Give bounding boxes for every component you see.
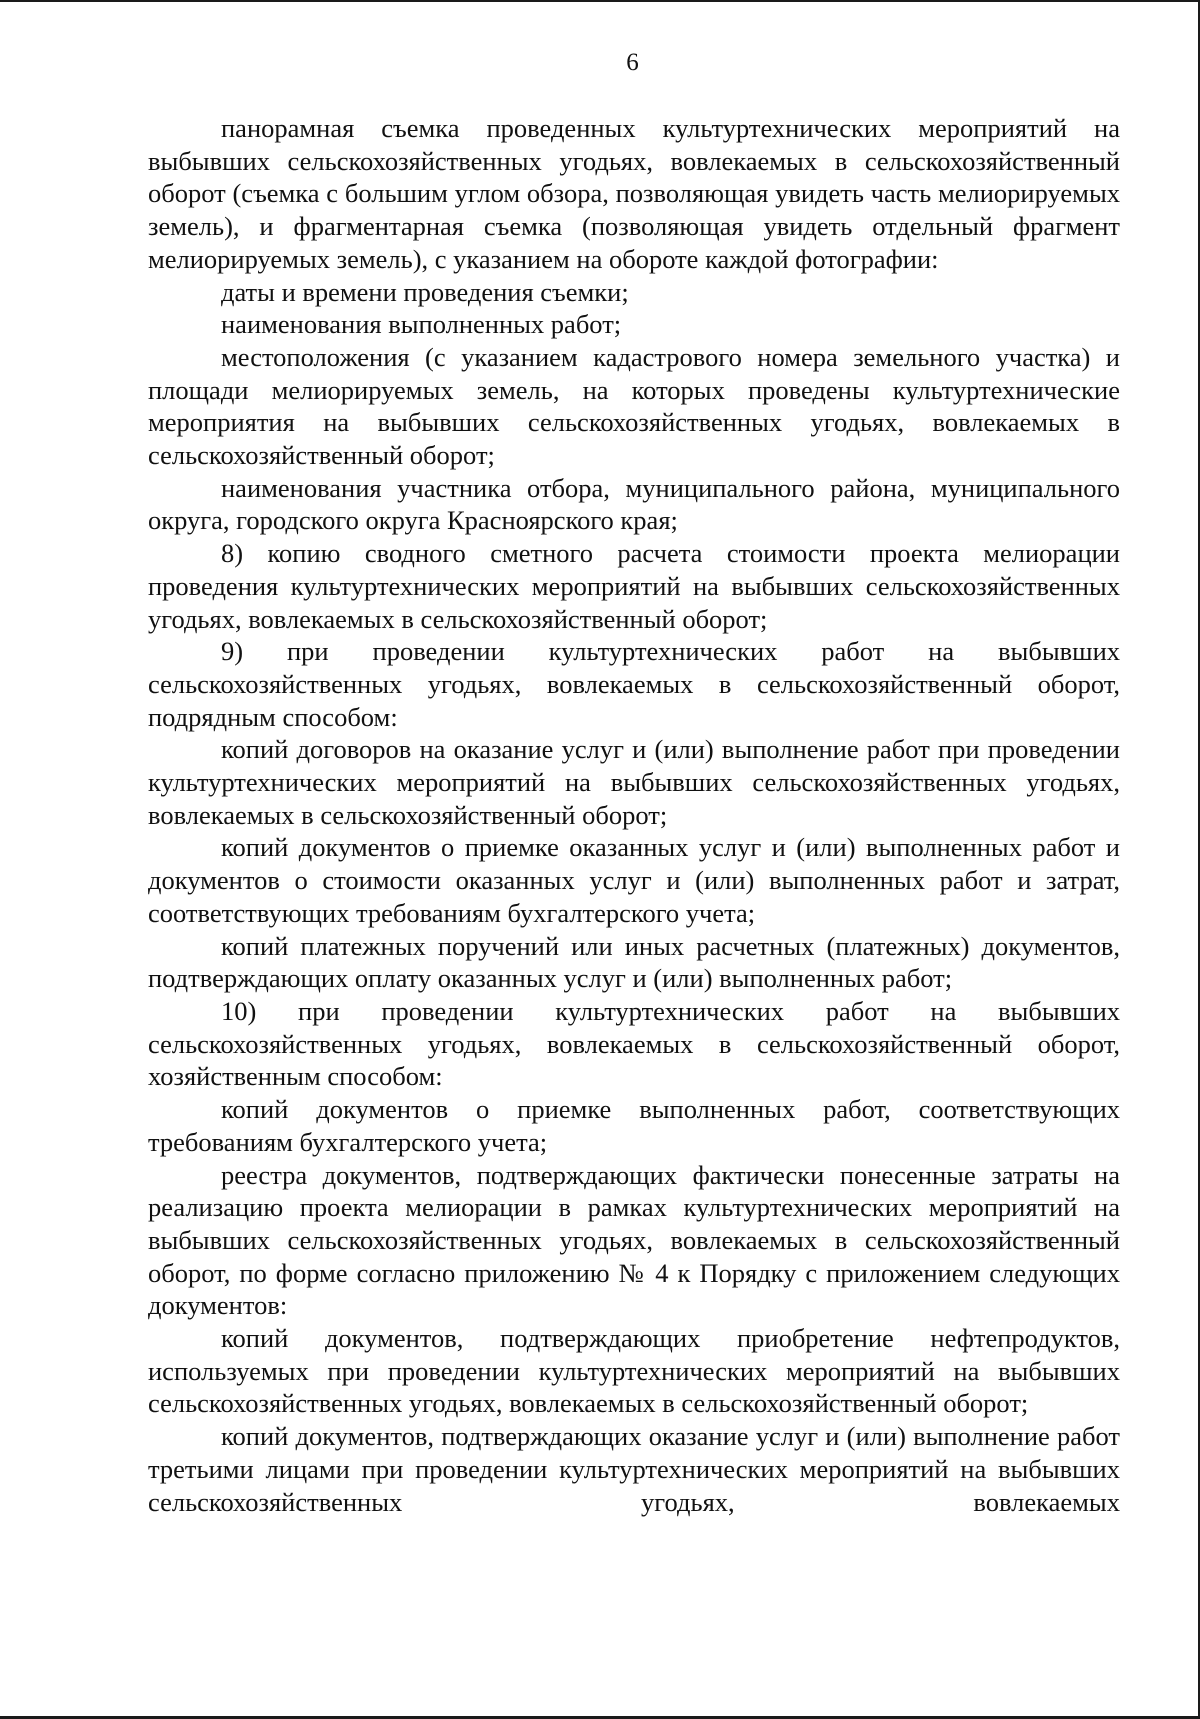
paragraph-item-9: 9) при проведении культуртехнических работ на выбывших сельскохозяйственных угодьях, вовлекаемых в сельскохозяйственный оборот, подрядным способом:	[148, 636, 1120, 732]
paragraph-location: местоположения (с указанием кадастрового номера земельного участка) и площади мелиорируемых земель, на которых проведены культуртехнические мероприятия на выбывших сельскохозяйственных угодьях, вовлекаемых в сельскохозяйственный оборот;	[148, 341, 1120, 471]
paragraph-item-10: 10) при проведении культуртехнических работ на выбывших сельскохозяйственных угодьях, вовлекаемых в сельскохозяйственный оборот, хозяйственным способом:	[148, 995, 1120, 1092]
paragraph-photo-survey: панорамная съемка проведенных культуртехнических мероприятий на выбывших сельскохозяйственных угодьях, вовлекаемых в сельскохозяйственный оборот (съемка с большим углом обзора, позволяющая увидеть часть мелиорируемых земель), и фрагментарная съемка (позволяющая увидеть отдельный фрагмент мелиорируемых земель), с указанием на обороте каждой фотографии:	[148, 113, 1120, 274]
paragraph-contracts: копий договоров на оказание услуг и (или) выполнение работ при проведении культуртехнических мероприятий на выбывших сельскохозяйственных угодьях, вовлекаемых в сельскохозяйственный оборот;	[148, 734, 1120, 830]
paragraph-participant-name: наименования участника отбора, муниципального района, муниципального округа, городского округа Красноярского края;	[148, 472, 1120, 536]
scan-edge-top	[0, 0, 1200, 2]
paragraph-acceptance-docs: копий документов о приемке оказанных услуг и (или) выполненных работ и документов о стоимости оказанных услуг и (или) выполненных работ и затрат, соответствующих требованиям бухгалтерского учета;	[148, 832, 1120, 928]
paragraph-acceptance-own: копий документов о приемке выполненных работ, соответствующих требованиям бухгалтерского учета;	[148, 1094, 1120, 1157]
paragraph-payment-orders: копий платежных поручений или иных расчетных (платежных) документов, подтверждающих оплату оказанных услуг и (или) выполненных работ;	[148, 930, 1120, 994]
paragraph-register: реестра документов, подтверждающих фактически понесенные затраты на реализацию проекта мелиорации в рамках культуртехнических мероприятий на выбывших сельскохозяйственных угодьях, вовлекаемых в сельскохозяйственный оборот, по форме согласно приложению № 4 к Порядку с приложением следующих документов:	[148, 1159, 1120, 1321]
paragraph-fuel-docs: копий документов, подтверждающих приобретение нефтепродуктов, используемых при проведении культуртехнических мероприятий на выбывших сельскохозяйственных угодьях, вовлекаемых в сельскохозяйственный оборот;	[148, 1323, 1120, 1419]
paragraph-survey-date: даты и времени проведения съемки;	[221, 276, 629, 307]
document-body	[148, 112, 1120, 1518]
paragraph-item-8: 8) копию сводного сметного расчета стоимости проекта мелиорации проведения культуртехнических мероприятий на выбывших сельскохозяйственных угодьях, вовлекаемых в сельскохозяйственный оборот;	[148, 538, 1120, 634]
page-number: 6	[626, 49, 639, 76]
paragraph-works-name: наименования выполненных работ;	[221, 309, 622, 340]
paragraph-third-party-docs: копий документов, подтверждающих оказание услуг и (или) выполнение работ третьими лицами при проведении культуртехнических мероприятий на выбывших сельскохозяйственных угодьях, вовлекаемых	[148, 1421, 1120, 1517]
